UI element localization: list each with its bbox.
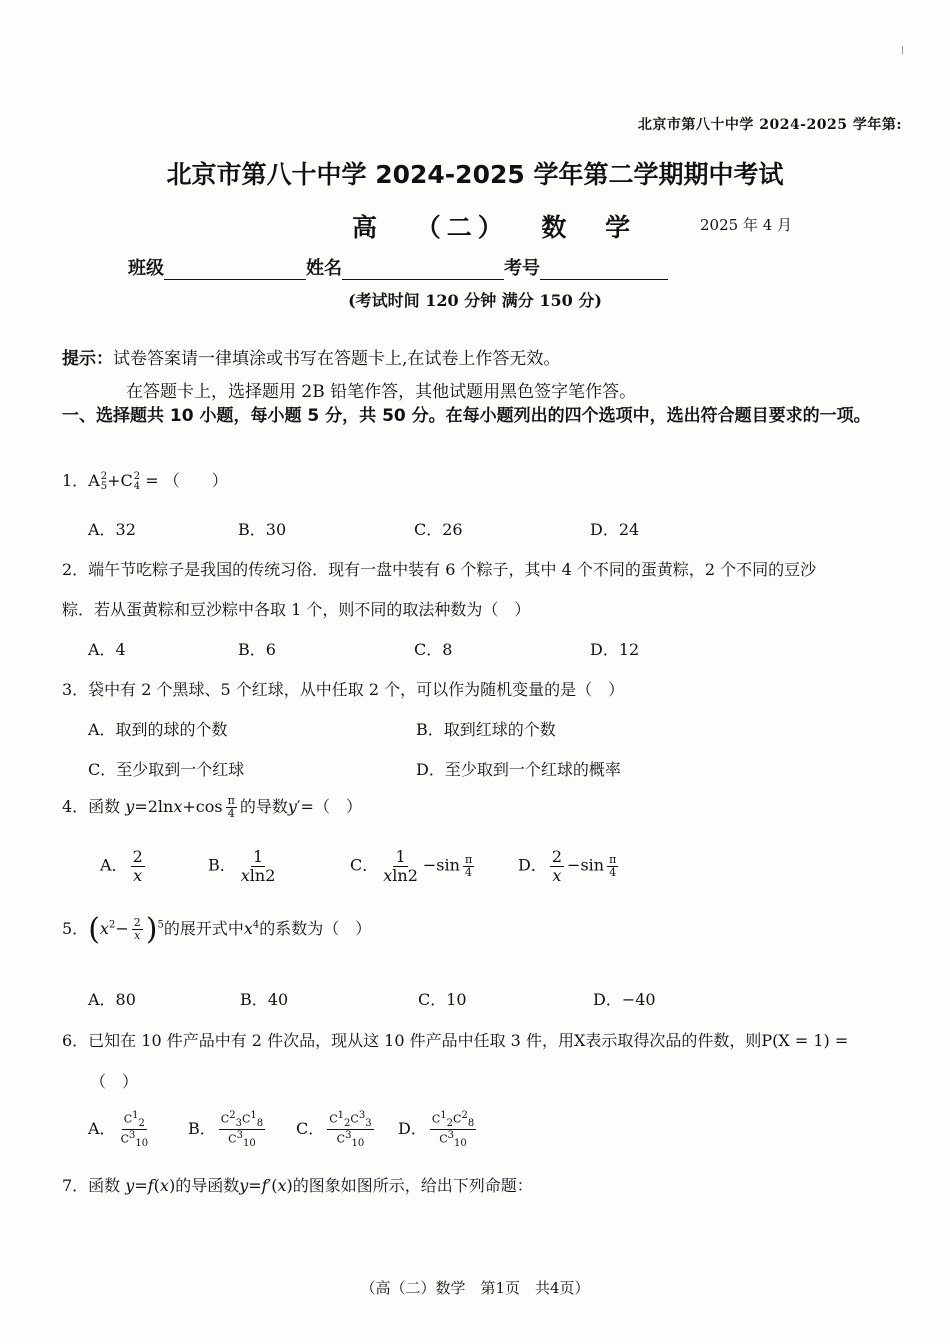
q2-option-d[interactable]: D．12: [590, 640, 640, 659]
q1-option-d[interactable]: D．24: [590, 520, 640, 539]
q4-option-c[interactable]: C． $\frac{1}{xln2}$ −sin $\frac{\pi}{4}$: [350, 847, 473, 885]
number-blank[interactable]: [540, 259, 668, 280]
q4-option-a[interactable]: A． $\frac{2}{x}$: [100, 847, 143, 885]
q5-option-d[interactable]: D．−40: [593, 990, 656, 1009]
question-2-line-1: 2．端午节吃粽子是我国的传统习俗．现有一盘中装有 6 个粽子，其中 4 个不同的蛋黄粽，2 个不同的豆沙: [62, 560, 817, 579]
q3-option-a[interactable]: A．取到的球的个数: [88, 720, 228, 739]
tip-label: 提示：: [62, 349, 113, 369]
question-7: 7．函数 y=f(x)的导函数y=f′(x)的图象如图所示，给出下列命题：: [62, 1176, 533, 1195]
q3-option-d[interactable]: D．至少取到一个红球的概率: [416, 760, 621, 779]
tip-line-1: 提示：试卷答案请一律填涂或书写在答题卡上,在试卷上作答无效。: [62, 349, 561, 369]
q3-option-b[interactable]: B．取到红球的个数: [416, 720, 556, 739]
question-6-line-1: 6．已知在 10 件产品中有 2 件次品，现从这 10 件产品中任取 3 件，用X表示取得次品的件数，则P(X = 1) =: [62, 1031, 849, 1050]
q5-option-b[interactable]: B．40: [240, 990, 289, 1009]
question-1: 1．A 2 5 +C 2 4 = （ ）: [62, 470, 228, 492]
question-5: 5．($x^2-$ $\frac{2}{x}$ )$^5$的展开式中$x^4$的系数为（ ）: [62, 912, 372, 947]
q2-option-b[interactable]: B．6: [238, 640, 276, 659]
q6-option-b[interactable]: B． $\frac{C^2_3C^1_8}{C^3_{10}}$: [188, 1110, 264, 1149]
exam-date: 2025 年 4 月: [700, 216, 793, 234]
class-blank[interactable]: [164, 259, 306, 280]
question-3: 3．袋中有 2 个黑球、5 个红球，从中任取 2 个，可以作为随机变量的是（ ）: [62, 680, 625, 699]
name-blank[interactable]: [342, 259, 504, 280]
name-label: 姓名: [306, 258, 342, 279]
question-6-line-2: （ ）: [90, 1072, 139, 1091]
scan-mark: [902, 46, 903, 54]
q3-option-c[interactable]: C．至少取到一个红球: [88, 760, 245, 779]
q1-option-c[interactable]: C．26: [414, 520, 463, 539]
page-footer: （高（二）数学 第1页 共4页）: [360, 1279, 590, 1297]
question-2-line-2: 粽．若从蛋黄粽和豆沙粽中各取 1 个，则不同的取法种数为（ ）: [62, 600, 531, 619]
section-1-heading: 一、选择题共 10 小题，每小题 5 分，共 50 分。在每小题列出的四个选项中，选出符合题目要求的一项。: [62, 406, 871, 426]
q1-option-b[interactable]: B．30: [238, 520, 287, 539]
q4-option-b[interactable]: B． $\frac{1}{xln2}$: [208, 847, 276, 885]
subject-heading: 高 （二） 数 学: [352, 213, 637, 242]
running-header: 北京市第八十中学 2024-2025 学年第:: [637, 117, 902, 133]
student-info-row: [128, 254, 668, 280]
q4-option-d[interactable]: D． $\frac{2}{x}$ −sin $\frac{\pi}{4}$: [518, 847, 617, 885]
number-label: 考号: [504, 258, 540, 279]
q6-option-d[interactable]: D． $\frac{C^1_2C^2_8}{C^3_{10}}$: [398, 1110, 475, 1149]
q6-option-a[interactable]: A． $\frac{C^1_2}{C^3_{10}}$: [88, 1110, 149, 1149]
exam-title: 北京市第八十中学 2024-2025 学年第二学期期中考试: [166, 160, 784, 189]
q5-option-a[interactable]: A．80: [88, 990, 136, 1009]
q2-option-c[interactable]: C．8: [414, 640, 453, 659]
q1-option-a[interactable]: A．32: [88, 520, 136, 539]
q2-option-a[interactable]: A．4: [88, 640, 126, 659]
question-4: 4．函数 y=2lnx+cos $\frac{\pi}{4}$ 的导数y′=（ ）: [62, 793, 362, 820]
class-label: 班级: [128, 258, 164, 279]
tip-line-2: 在答题卡上，选择题用 2B 铅笔作答，其他试题用黑色签字笔作答。: [126, 382, 637, 402]
q5-option-c[interactable]: C．10: [418, 990, 467, 1009]
exam-note: (考试时间 120 分钟 满分 150 分): [348, 291, 602, 310]
q6-option-c[interactable]: C． $\frac{C^1_2C^3_3}{C^3_{10}}$: [296, 1110, 372, 1149]
